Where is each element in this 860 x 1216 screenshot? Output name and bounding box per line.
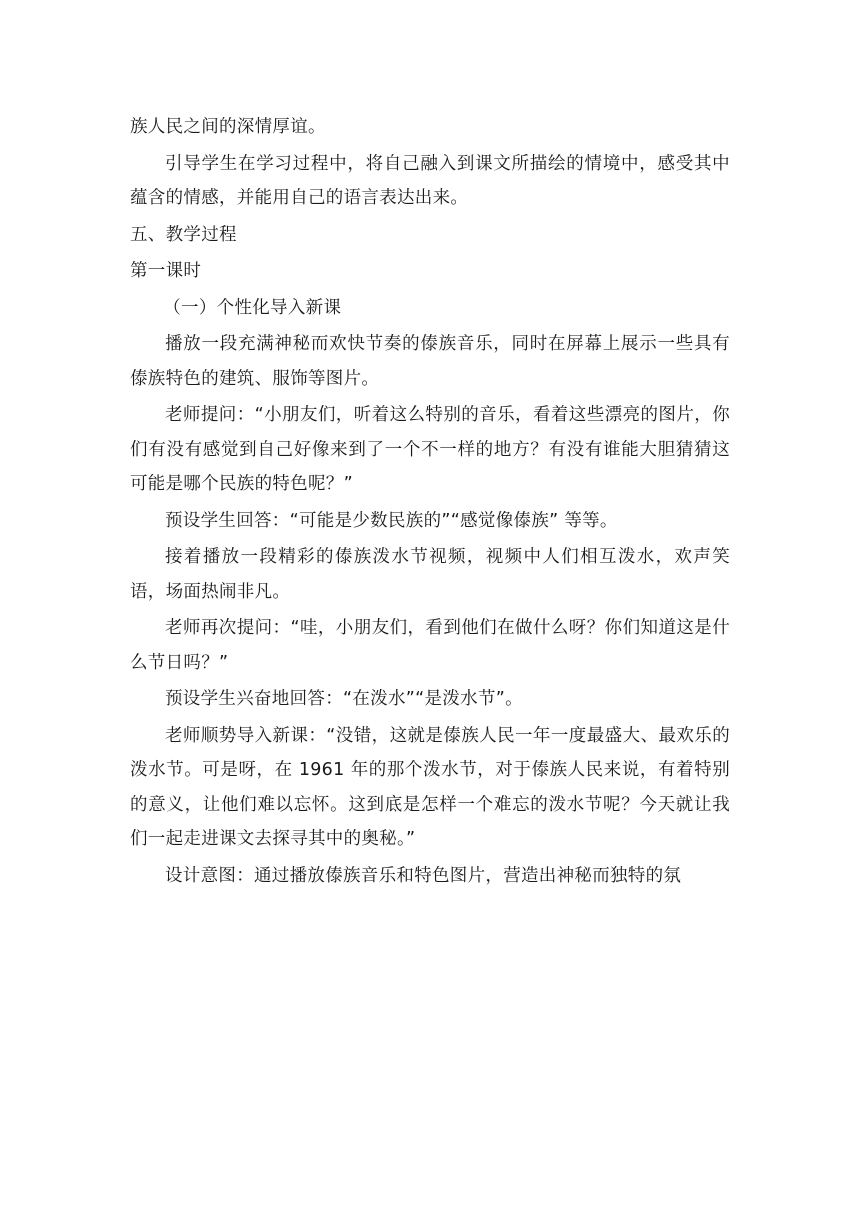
paragraph-teacher-question-2: 老师再次提问：“哇，小朋友们，看到他们在做什么呀？你们知道这是什么节日吗？” <box>130 618 730 673</box>
paragraph-student-answer-1: 预设学生回答：“可能是少数民族的”“感觉像傣族” 等等。 <box>165 510 618 531</box>
paragraph-lesson-intro: 老师顺势导入新课：“没错，这就是傣族人民一年一度最盛大、最欢乐的泼水节。可是呀，在 1961 年的那个泼水节，对于傣族人民来说，有着特别的意义，让他们难以忘怀。这到底是怎样一个难忘的泼水节呢？今天就让我们一起走进课文去探寻其中的奥秘。” <box>130 725 730 849</box>
paragraph-continuation: 族人民之间的深情厚谊。 <box>130 117 326 137</box>
paragraph-student-answer-2: 预设学生兴奋地回答：“在泼水”“是泼水节”。 <box>165 689 523 709</box>
lesson-heading-first-period: 第一课时 <box>130 261 202 281</box>
paragraph-video: 接着播放一段精彩的傣族泼水节视频，视频中人们相互泼水，欢声笑语，场面热闹非凡。 <box>130 547 730 602</box>
section-heading-teaching-process: 五、教学过程 <box>130 224 237 245</box>
paragraph-teacher-question-1: 老师提问：“小朋友们，听着这么特别的音乐，看着这些漂亮的图片，你们有没有感觉到自己好像来到了一个不一样的地方？有没有谁能大胆猜猜这可能是哪个民族的特色呢？” <box>130 405 730 494</box>
paragraph-music: 播放一段充满神秘而欢快节奏的傣族音乐，同时在屏幕上展示一些具有傣族特色的建筑、服饰等图片。 <box>130 334 730 389</box>
document-body <box>130 110 730 895</box>
paragraph-guidance: 引导学生在学习过程中，将自己融入到课文所描绘的情境中，感受其中蕴含的情感，并能用自己的语言表达出来。 <box>130 153 730 208</box>
subheading-introduction: （一）个性化导入新课 <box>163 297 342 318</box>
paragraph-design-intent: 设计意图：通过播放傣族音乐和特色图片，营造出神秘而独特的氛 <box>165 865 682 886</box>
